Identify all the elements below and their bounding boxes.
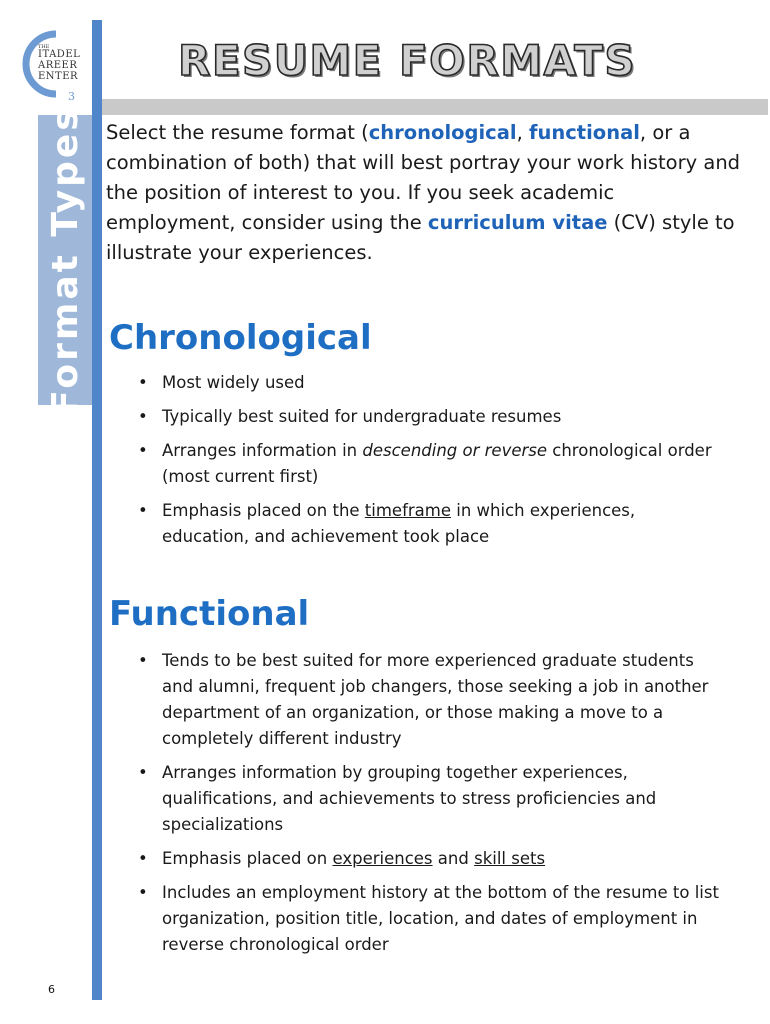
intro-highlight-cv: curriculum vitae: [427, 211, 608, 234]
list-item-text: Typically best suited for undergraduate resumes: [162, 407, 562, 426]
list-item-text: in which experiences, education, and achievement took place: [162, 501, 636, 546]
bullet-icon: •: [138, 883, 148, 902]
chronological-heading: Chronological: [109, 318, 372, 358]
list-item-emphasis: descending or reverse: [362, 441, 548, 460]
list-item-underline: experiences: [332, 849, 433, 868]
list-item: [134, 760, 724, 838]
bullet-icon: •: [138, 849, 148, 868]
bullet-icon: •: [138, 373, 148, 392]
functional-list: [134, 648, 724, 966]
list-item: [134, 498, 724, 550]
bullet-icon: •: [138, 763, 148, 782]
logo-the: THE: [38, 44, 50, 50]
list-item: [134, 880, 724, 958]
list-item-text: Emphasis placed on the: [162, 501, 365, 520]
list-item: [134, 438, 724, 490]
list-item-underline: skill sets: [474, 849, 546, 868]
list-item: [134, 370, 724, 396]
logo-line-3: ENTER: [38, 71, 79, 82]
intro-text: (CV) style to illustrate your experiences.: [106, 211, 735, 264]
list-item-text: Emphasis placed on: [162, 849, 333, 868]
side-tab: [38, 105, 92, 415]
list-item-text: and: [432, 849, 475, 868]
list-item: [134, 404, 724, 430]
bullet-icon: •: [138, 441, 148, 460]
list-item: [134, 648, 724, 752]
bullet-icon: •: [138, 407, 148, 426]
list-item-text: chronological order (most current first): [162, 441, 712, 486]
intro-text: Select the resume format (: [106, 121, 369, 144]
citadel-career-center-logo: [16, 26, 96, 102]
left-accent-bar: [92, 20, 102, 1000]
list-item-text: Arranges information in: [162, 441, 363, 460]
intro-text: , or a combination of both) that will best portray your work history and the position of interest to you. If you seek academic employment, consider using the: [106, 121, 741, 234]
bullet-icon: •: [138, 651, 148, 670]
page-number: 6: [48, 983, 55, 996]
intro-text: ,: [516, 121, 529, 144]
logo-c-mark: [16, 26, 96, 102]
header-divider-bar: [92, 99, 768, 115]
side-tab-label: Format Types: [44, 105, 86, 415]
page-title: RESUME FORMATS: [178, 36, 637, 85]
list-item-text: Most widely used: [162, 373, 305, 392]
list-item-text: Arranges information by grouping together experiences, qualifications, and achievements to stress proficiencies and specializations: [162, 763, 657, 834]
list-item: [134, 846, 724, 872]
functional-heading: Functional: [109, 594, 310, 634]
list-item-text: Includes an employment history at the bottom of the resume to list organization, position title, location, and dates of employment in reverse chronological order: [162, 883, 719, 954]
chronological-list: [134, 370, 724, 558]
logo-line-2: AREER: [38, 60, 78, 71]
logo-line-1: ITADEL: [38, 49, 81, 60]
bullet-icon: •: [138, 501, 148, 520]
list-item-underline: timeframe: [364, 501, 452, 520]
intro-highlight-chronological: chronological: [368, 121, 517, 144]
intro-paragraph: [106, 118, 746, 268]
list-item-text: Tends to be best suited for more experienced graduate students and alumni, frequent job changers, those seeking a job in another department of an organization, or those making a move to a completely different industry: [162, 651, 709, 748]
intro-highlight-functional: functional: [528, 121, 640, 144]
logo-superscript: 3: [68, 90, 75, 102]
